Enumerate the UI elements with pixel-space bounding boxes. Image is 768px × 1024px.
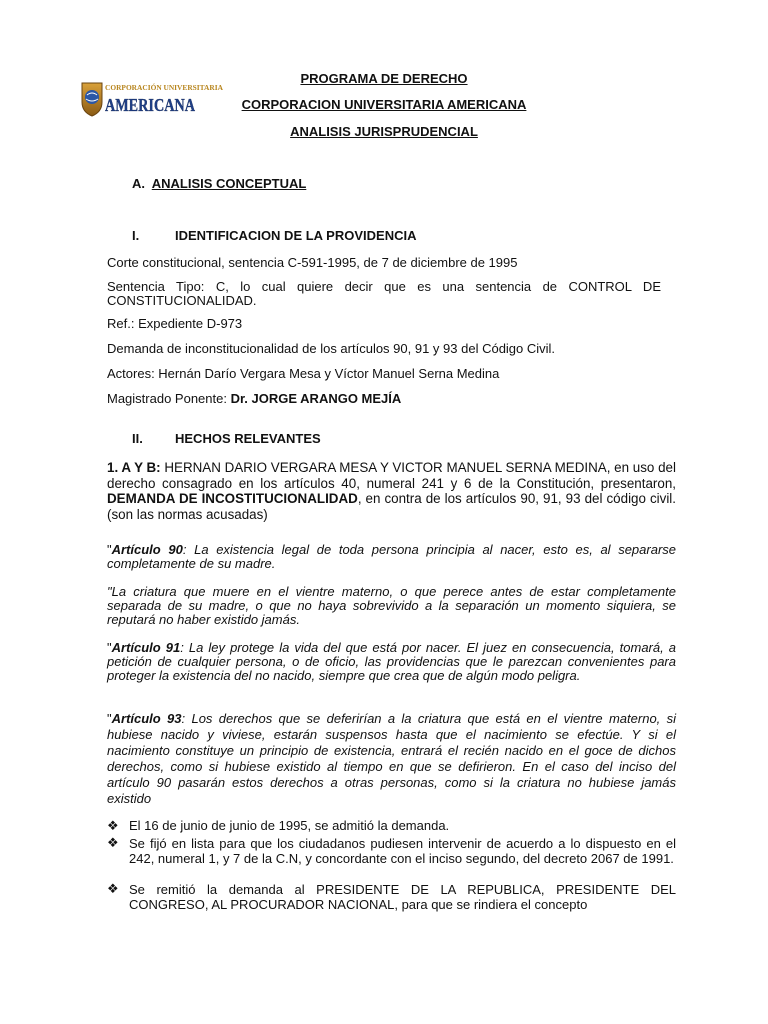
- fact-item-1-text-a: HERNAN DARIO VERGARA MESA Y VICTOR MANUEL SERNA MEDINA, en uso del derecho consagrado en los artículos 40, numeral 241 y 6 de la Constitución, presentaron,: [107, 460, 676, 491]
- bullet-text: El 16 de junio de junio de 1995, se admitió la demanda.: [129, 818, 450, 833]
- ruling-type: Sentencia Tipo: C, lo cual quiere decir que es una sentencia de CONTROL DE CONSTITUCIONALIDAD.: [107, 279, 661, 308]
- section-a-letter: A.: [132, 176, 145, 191]
- bullet-text: Se remitió la demanda al PRESIDENTE DE LA REPUBLICA, PRESIDENTE DEL CONGRESO, AL PROCURADOR NACIONAL, para que se rindiera el concepto: [129, 882, 676, 912]
- diamond-bullet-icon: ❖: [107, 818, 119, 833]
- section-1-numeral: I.: [132, 228, 140, 243]
- header-document-type: ANALISIS JURISPRUDENCIAL: [290, 124, 478, 139]
- section-2-numeral: II.: [132, 431, 143, 446]
- fact-item-1-bold: DEMANDA DE INCOSTITUCIONALIDAD: [107, 491, 358, 506]
- section-1-title: IDENTIFICACION DE LA PROVIDENCIA: [175, 228, 417, 243]
- bullet-item: [107, 882, 676, 912]
- section-a-heading: [132, 177, 306, 191]
- bullet-text: Se fijó en lista para que los ciudadanos pudiesen intervenir de acuerdo a lo dispuesto en el 242, numeral 1, y 7 de la C.N, y concordante con el inciso segundo, del decreto 2067 de 1991.: [129, 836, 676, 866]
- logo-top-text: CORPORACIÓN UNIVERSITARIA: [105, 83, 223, 92]
- magistrate-label: Magistrado Ponente:: [107, 391, 231, 406]
- reporting-magistrate: [107, 392, 401, 406]
- magistrate-name: Dr. JORGE ARANGO MEJÍA: [230, 391, 402, 406]
- article-93-text: : Los derechos que se deferirían a la criatura que está en el vientre materno, si hubiese nacido y viviese, estarán suspensos hasta que el nacimiento se efectúe. Y si el nacimiento constituye un principio de existencia, entrará el recién nacido en el goce de dichos derechos, como si hubiese existido al tiempo en que se defirieron. En el caso del inciso del artículo 90 pasarán estos derechos a otras personas, como si la criatura no hubiese jamás existido: [107, 711, 676, 806]
- section-2-title: HECHOS RELEVANTES: [175, 431, 321, 446]
- fact-item-1: [107, 460, 676, 522]
- section-a-title: ANALISIS CONCEPTUAL: [151, 176, 307, 191]
- article-91-label: Artículo 91: [111, 640, 181, 655]
- fact-item-1-lead: 1. A Y B:: [107, 460, 161, 475]
- plaintiffs: Actores: Hernán Darío Vergara Mesa y Víctor Manuel Serna Medina: [107, 366, 500, 381]
- article-90-text: : La existencia legal de toda persona principia al nacer, esto es, al separarse completamente de su madre.: [107, 542, 677, 571]
- fact-item-1-text-b: , en contra de los artículos 90, 91, 93 del código civil. (son las normas acusadas): [107, 491, 676, 522]
- ruling-identification: Corte constitucional, sentencia C-591-1995, de 7 de diciembre de 1995: [107, 255, 518, 270]
- file-reference: Ref.: Expediente D-973: [107, 316, 243, 331]
- bullet-item: [107, 819, 676, 833]
- quote-open-mark: ": [107, 542, 112, 557]
- quote-article-90: [107, 543, 676, 571]
- quote-article-90-second-paragraph: "La criatura que muere en el vientre materno, o que perece antes de estar completamente separada de su madre, o que no haya sobrevivido a la separación un momento siquiera, se reputará no haber existido jamás.: [107, 584, 676, 627]
- header-program: PROGRAMA DE DERECHO: [300, 71, 468, 86]
- quote-article-93: [107, 711, 676, 807]
- university-logo: [80, 80, 223, 118]
- article-90-label: Artículo 90: [111, 542, 183, 557]
- logo-main-text: AMERICANA: [105, 95, 195, 115]
- article-93-label: Artículo 93: [111, 711, 182, 726]
- diamond-bullet-icon: ❖: [107, 881, 119, 896]
- quote-open-mark: ": [107, 640, 112, 655]
- quote-open-mark: ": [107, 711, 112, 726]
- article-91-text: : La ley protege la vida del que está por nacer. El juez en consecuencia, tomará, a petición de cualquier persona, o de oficio, las providencias que le parezcan convenientes para proteger la existencia del no nacido, siempre que crea que de algún modo peligra.: [107, 640, 676, 683]
- diamond-bullet-icon: ❖: [107, 835, 119, 850]
- quote-article-91: [107, 641, 676, 683]
- header-institution: CORPORACION UNIVERSITARIA AMERICANA: [241, 97, 527, 112]
- bullet-item: [107, 836, 676, 866]
- lawsuit-description: Demanda de inconstitucionalidad de los artículos 90, 91 y 93 del Código Civil.: [107, 341, 556, 356]
